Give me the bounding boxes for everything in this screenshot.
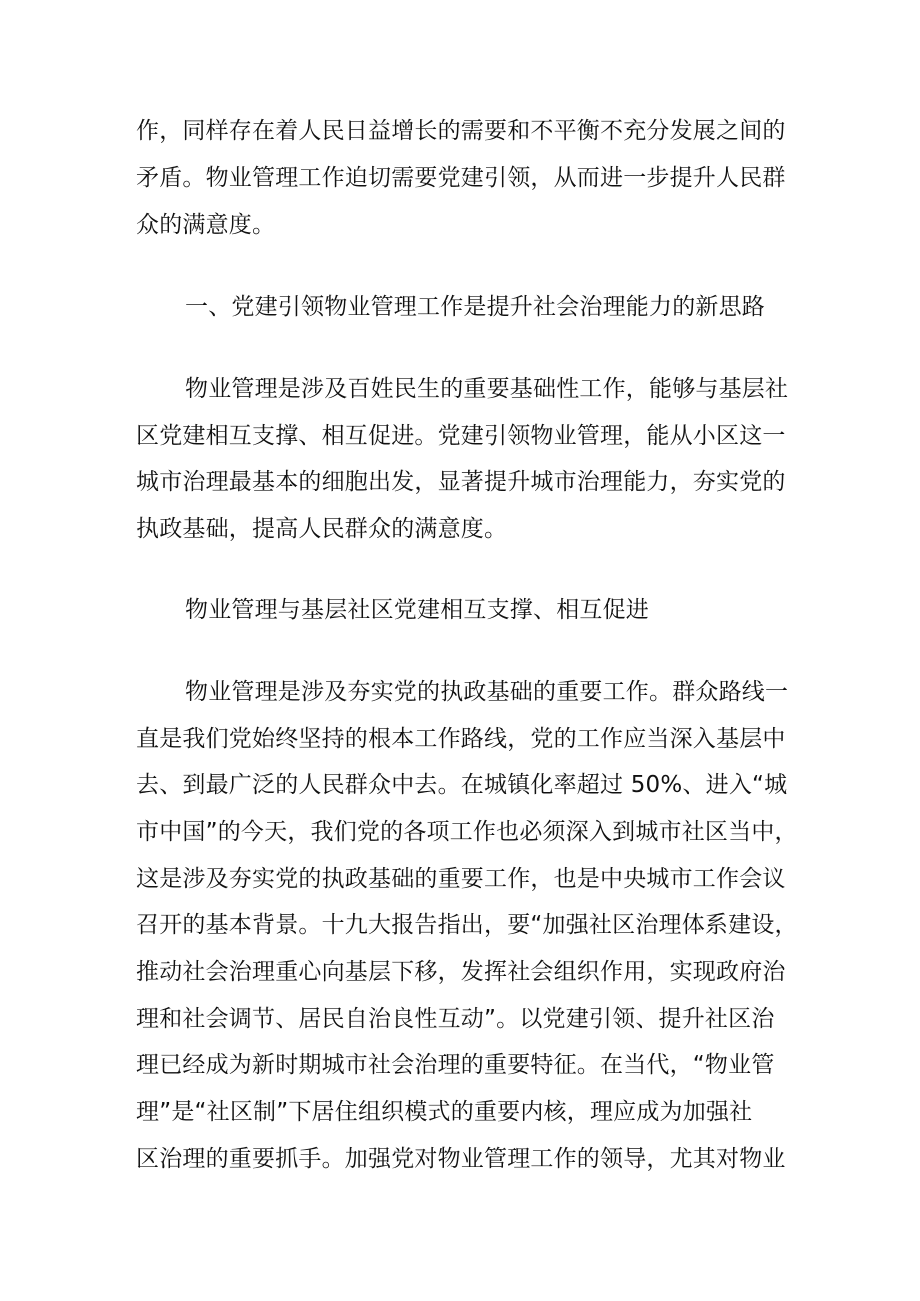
section-heading-1: 一、党建引领物业管理工作是提升社会治理能力的新思路 (185, 294, 765, 320)
paragraph-3-line-3: 去、到最广泛的人民群众中去。在城镇化率超过 50%、进入“城 (136, 772, 788, 798)
paragraph-2-line-1: 物业管理是涉及百姓民生的重要基础性工作，能够与基层社 (185, 376, 789, 402)
paragraph-1-line-2: 矛盾。物业管理工作迫切需要党建引领，从而进一步提升人民群 (136, 165, 786, 191)
paragraph-3-line-2: 直是我们党始终坚持的根本工作路线，党的工作应当深入基层中 (136, 726, 786, 752)
paragraph-3-line-7: 推动社会治理重心向基层下移，发挥社会组织作用，实现政府治 (136, 959, 786, 985)
paragraph-1-line-1: 作，同样存在着人民日益增长的需要和不平衡不充分发展之间的 (136, 118, 786, 144)
paragraph-3-line-4: 市中国”的今天，我们党的各项工作也必须深入到城市社区当中， (136, 819, 798, 845)
paragraph-2-line-3: 城市治理最基本的细胞出发，显著提升城市治理能力，夯实党的 (136, 469, 786, 495)
paragraph-3-line-6: 召开的基本背景。十九大报告指出，要“加强社区治理体系建设， (136, 912, 798, 938)
paragraph-1-line-3: 众的满意度。 (136, 212, 276, 238)
paragraph-3-line-5: 这是涉及夯实党的执政基础的重要工作，也是中央城市工作会议 (136, 866, 786, 892)
paragraph-2-line-4: 执政基础，提高人民群众的满意度。 (136, 516, 508, 542)
paragraph-3-line-10: 理”是“社区制”下居住组织模式的重要内核，理应成为加强社 (136, 1099, 753, 1125)
section-heading-2: 物业管理与基层社区党建相互支撑、相互促进 (185, 597, 649, 623)
paragraph-2-line-2: 区党建相互支撑、相互促进。党建引领物业管理，能从小区这一 (136, 423, 786, 449)
paragraph-3-line-11: 区治理的重要抓手。加强党对物业管理工作的领导，尤其对物业 (136, 1146, 786, 1172)
paragraph-3-line-9: 理已经成为新时期城市社会治理的重要特征。在当代，“物业管 (136, 1052, 775, 1078)
paragraph-3-line-8: 理和社会调节、居民自治良性互动”。以党建引领、提升社区治 (136, 1006, 775, 1032)
paragraph-3-line-1: 物业管理是涉及夯实党的执政基础的重要工作。群众路线一 (185, 679, 789, 705)
